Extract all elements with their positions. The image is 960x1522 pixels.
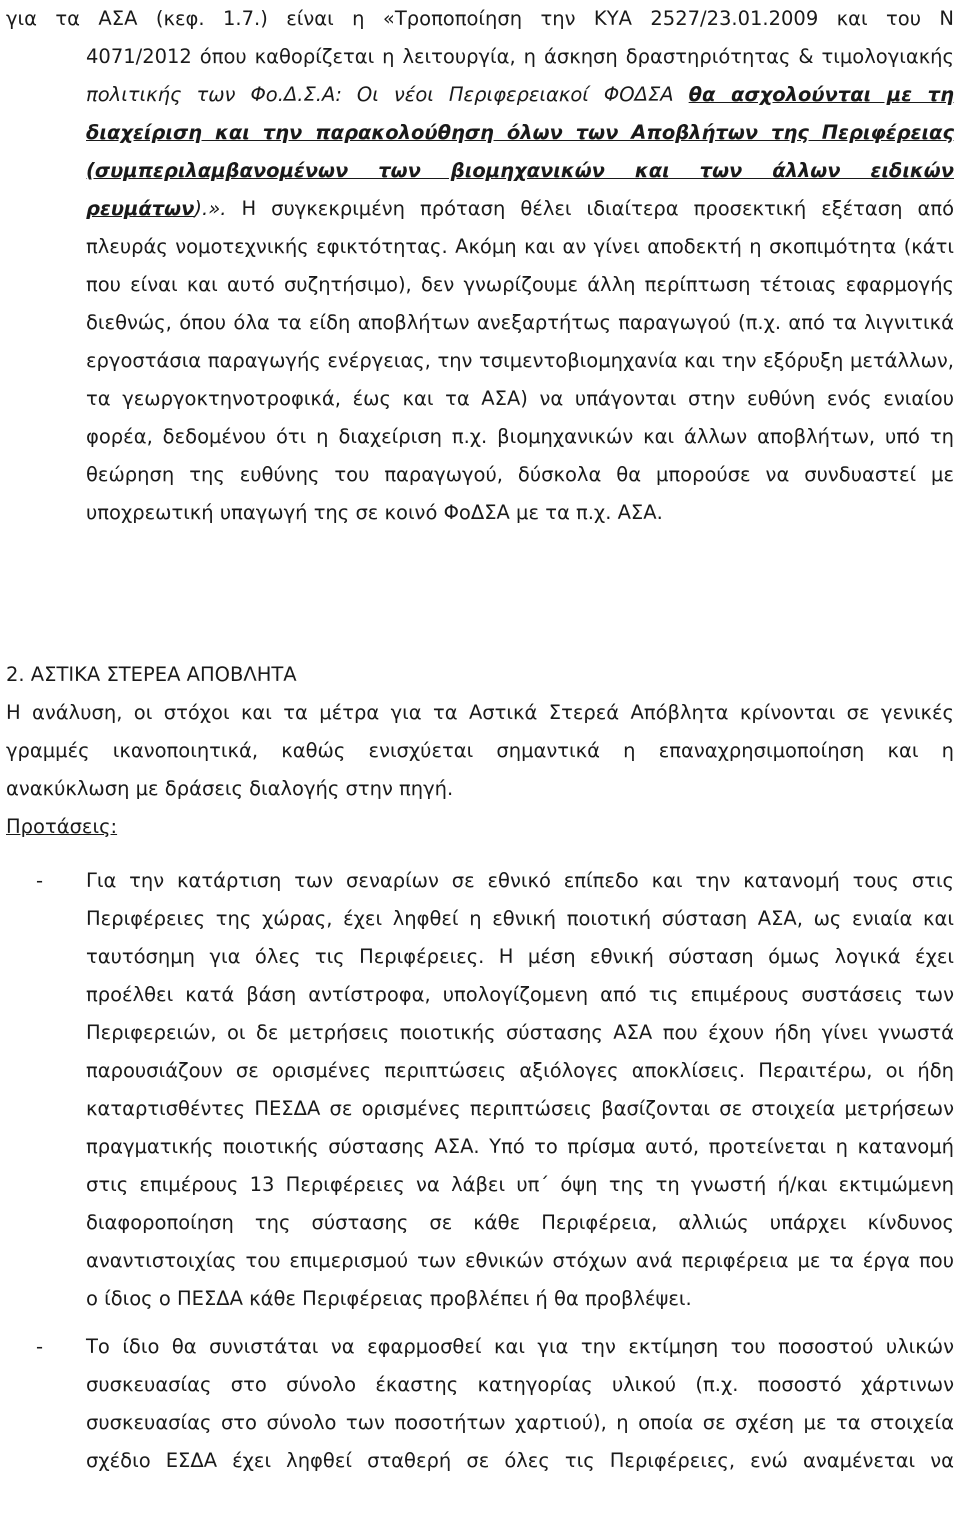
- section-para-line-1: Η ανάλυση, οι στόχοι και τα μέτρα για τα Αστικά Στερεά Απόβλητα κρίνονται σε γενικές: [6, 701, 954, 724]
- intro-line-8: που είναι και αυτό συζητήσιμο), δεν γνωρίζουμε άλλη περίπτωση τέτοιας εφαρμογής: [86, 273, 954, 296]
- intro-line-6: [86, 190, 954, 228]
- bullet-1-line: ταυτόσημη για όλες τις Περιφέρειες. Η μέση εθνική σύσταση όμως λογικά έχει: [86, 945, 954, 968]
- proposal-item-2-body: [86, 1328, 954, 1480]
- section-para-line-3: ανακύκλωση με δράσεις διαλογής στην πηγή.: [6, 777, 454, 800]
- intro-line-10: εργοστάσια παραγωγής ενέργειας, την τσιμεντοβιομηχανία και την εξόρυξη μετάλλων,: [86, 349, 954, 372]
- intro-line-12: φορέα, δεδομένου ότι η διαχείριση π.χ. βιομηχανικών και άλλων αποβλήτων, υπό τη: [86, 425, 954, 448]
- bullet-1-line: διαφοροποίηση της σύστασης σε κάθε Περιφέρεια, αλλιώς υπάρχει κίνδυνος: [86, 1211, 954, 1234]
- intro-line-14: υποχρεωτική υπαγωγή της σε κοινό ΦοΔΣΑ με τα π.χ. ΑΣΑ.: [86, 501, 663, 524]
- bullet-1-line: αναντιστοιχίας του επιμερισμού των εθνικών στόχων ανά περιφέρεια με τα έργα που: [86, 1249, 954, 1272]
- bullet-2-line: συσκευασίας στο σύνολο των ποσοτήτων χαρτιού), η οποία σε σχέση με τα στοιχεία: [86, 1411, 954, 1434]
- intro-line-7: πλευράς νομοτεχνικής εφικτότητας. Ακόμη και αν γίνει αποδεκτή η σκοπιμότητα (κάτι: [86, 235, 954, 258]
- intro-line-6-emphasis: ρευμάτων: [86, 197, 195, 220]
- bullet-2-line: Το ίδιο θα συνιστάται να εφαρμοσθεί και για την εκτίμηση του ποσοστού υλικών: [86, 1335, 954, 1358]
- bullet-1-line: πραγματικής ποιοτικής σύστασης ΑΣΑ. Υπό το πρίσμα αυτό, προτείνεται η κατανομή: [86, 1135, 954, 1158]
- bullet-1-line: ο ίδιος ο ΠΕΣΔΑ κάθε Περιφέρειας προβλέπει ή θα προβλέψει.: [86, 1287, 692, 1310]
- intro-line-4: διαχείριση και την παρακολούθηση όλων των Αποβλήτων της Περιφέρειας: [86, 121, 954, 144]
- intro-line-9: διεθνώς, όπου όλα τα είδη αποβλήτων ανεξαρτήτως παραγωγού (π.χ. από τα λιγνιτικά: [86, 311, 954, 334]
- bullet-dash: -: [36, 1335, 44, 1358]
- intro-line-3: [86, 76, 954, 114]
- intro-line-13: θεώρηση της ευθύνης του παραγωγού, δύσκολα θα μπορούσε να συνδυαστεί με: [86, 463, 954, 486]
- section-paragraph: [6, 694, 954, 846]
- section-para-line-2: γραμμές ικανοποιητικά, καθώς ενισχύεται σημαντικά η επαναχρησιμοποίηση και η: [6, 739, 954, 762]
- proposal-item-2: [6, 1328, 954, 1480]
- intro-line-2: 4071/2012 όπου καθορίζεται η λειτουργία, η άσκηση δραστηριότητας & τιμολογιακής: [86, 45, 954, 68]
- intro-line-3-emphasis: θα ασχολούνται με τη: [688, 83, 955, 106]
- bullet-1-line: προέλθει κατά βάση αντίστροφα, υπολογίζομενη από τις επιμέρους συστάσεις των: [86, 983, 954, 1006]
- intro-paragraph: [6, 0, 954, 532]
- bullet-1-line: στις επιμέρους 13 Περιφέρειες να λάβει υπ΄ όψη της τη γνωστή ή/και εκτιμώμενη: [86, 1173, 954, 1196]
- intro-line-1: για τα ΑΣΑ (κεφ. 1.7.) είναι η «Τροποποίηση την ΚΥΑ 2527/23.01.2009 και του Ν: [6, 7, 954, 30]
- bullet-1-line: Περιφέρειες της χώρας, έχει ληφθεί η εθνική ποιοτική σύσταση ΑΣΑ, ως ενιαία και: [86, 907, 954, 930]
- bullet-1-line: καταρτισθέντες ΠΕΣΔΑ σε ορισμένες περιπτώσεις βασίζονται σε στοιχεία μετρήσεων: [86, 1097, 954, 1120]
- bullet-1-line: Περιφερειών, οι δε μετρήσεις ποιοτικής σύστασης ΑΣΑ που έχουν ήδη γίνει γνωστά: [86, 1021, 954, 1044]
- proposal-item-1: [6, 862, 954, 1318]
- bullet-1-line: Για την κατάρτιση των σεναρίων σε εθνικό επίπεδο και την κατανομή τους στις: [86, 869, 954, 892]
- proposal-item-1-body: [86, 862, 954, 1318]
- intro-line-6-quote-end: ).».: [194, 197, 227, 220]
- intro-line-3-text: πολιτικής των Φο.Δ.Σ.Α: Οι νέοι Περιφερειακοί ΦΟΔΣΑ: [86, 83, 689, 106]
- intro-line-5: (συμπεριλαμβανομένων των βιομηχανικών και των άλλων ειδικών: [86, 159, 954, 182]
- section-heading: 2. ΑΣΤΙΚΑ ΣΤΕΡΕΑ ΑΠΟΒΛΗΤΑ: [6, 663, 297, 686]
- proposals-label: [6, 808, 954, 846]
- intro-line-6-text: Η συγκεκριμένη πρόταση θέλει ιδιαίτερα προσεκτική εξέταση από: [226, 197, 954, 220]
- bullet-2-line: σχέδιο ΕΣΔΑ έχει ληφθεί σταθερή σε όλες τις Περιφέρειες, ενώ αναμένεται να: [86, 1449, 954, 1472]
- proposals-label-text: Προτάσεις:: [6, 815, 118, 838]
- proposals-list: [6, 862, 954, 1480]
- bullet-dash: -: [36, 869, 44, 892]
- intro-line-11: τα γεωργοκτηνοτροφικά, έως και τα ΑΣΑ) να υπάγονται στην ευθύνη ενός ενιαίου: [86, 387, 954, 410]
- bullet-1-line: παρουσιάζουν σε ορισμένες περιπτώσεις αξιόλογες αποκλίσεις. Περαιτέρω, οι ήδη: [86, 1059, 954, 1082]
- bullet-2-line: συσκευασίας στο σύνολο έκαστης κατηγορίας υλικού (π.χ. ποσοστό χάρτινων: [86, 1373, 954, 1396]
